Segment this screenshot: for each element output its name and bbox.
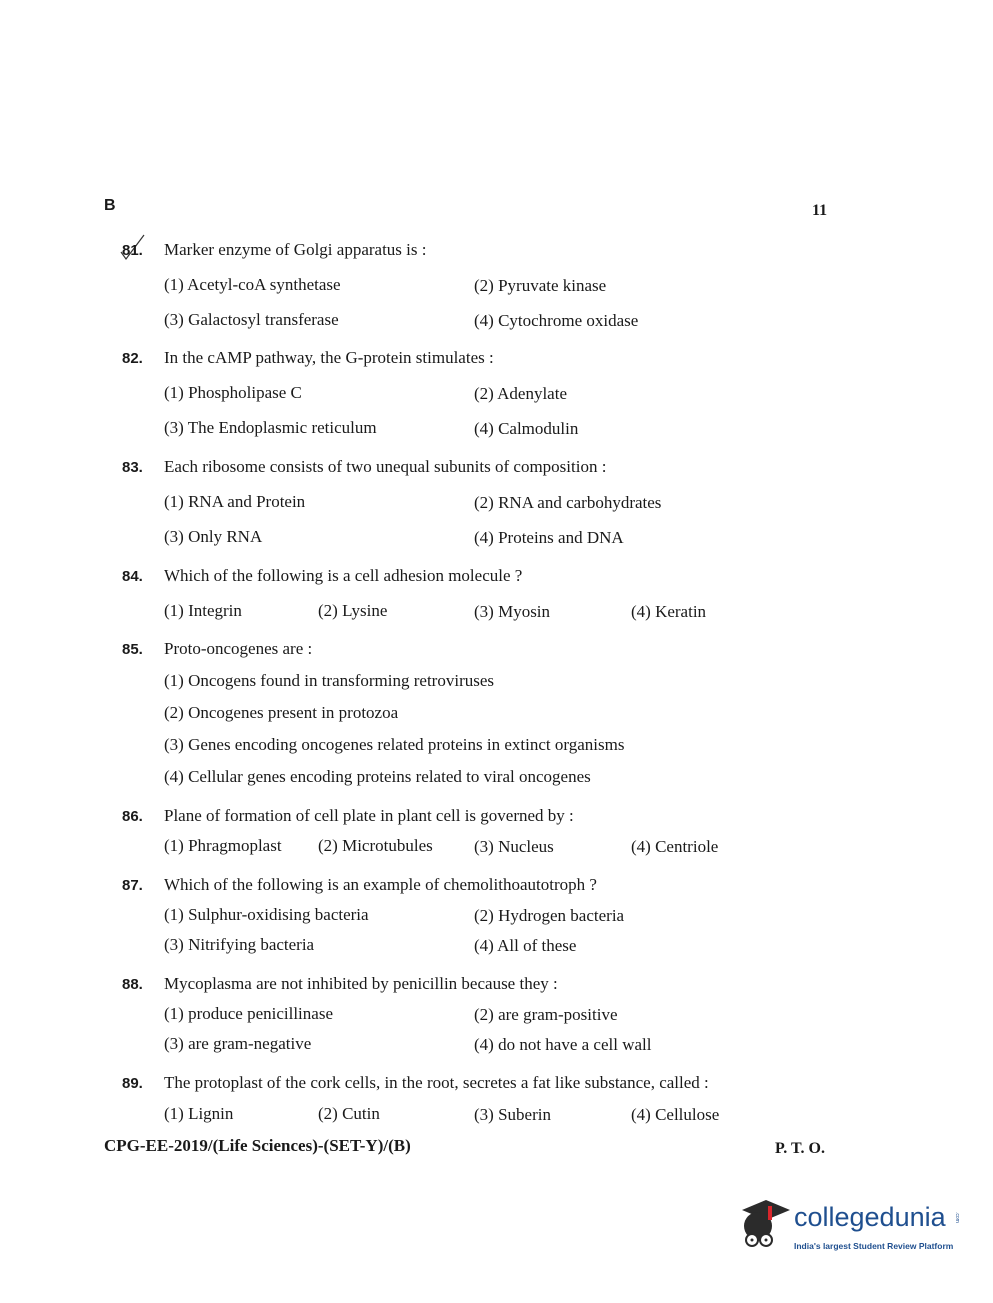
question-text: In the cAMP pathway, the G-protein stimulates :: [164, 348, 494, 367]
option: (1) Sulphur-oxidising bacteria: [164, 905, 369, 924]
option: (3) Nitrifying bacteria: [164, 935, 315, 954]
option: (2) Microtubules: [318, 836, 433, 855]
collegedunia-logo: [736, 1196, 966, 1260]
question-number: 81.: [122, 242, 143, 259]
brand-name: collegedunia: [794, 1202, 946, 1232]
question-text: Which of the following is an example of chemolithoautotroph ?: [164, 875, 597, 894]
option: (3) Myosin: [474, 602, 551, 621]
option: (1) Lignin: [164, 1104, 234, 1123]
option: (2) Oncogenes present in protozoa: [164, 703, 399, 722]
option: (1) produce penicillinase: [164, 1004, 333, 1023]
option: (1) Acetyl-coA synthetase: [164, 275, 341, 294]
question-text: The protoplast of the cork cells, in the root, secretes a fat like substance, called :: [164, 1073, 709, 1092]
option: (2) RNA and carbohydrates: [474, 493, 662, 512]
option: (3) Genes encoding oncogenes related proteins in extinct organisms: [164, 735, 625, 754]
question-number: 88.: [122, 976, 143, 993]
question-number: 84.: [122, 568, 143, 585]
option: (1) Phospholipase C: [164, 383, 302, 402]
option: (4) Calmodulin: [474, 419, 579, 438]
question-text: Marker enzyme of Golgi apparatus is :: [164, 240, 427, 259]
option: (1) RNA and Protein: [164, 492, 306, 511]
question-text: Which of the following is a cell adhesion molecule ?: [164, 566, 523, 585]
option: (4) Keratin: [631, 602, 707, 621]
option: (1) Oncogens found in transforming retroviruses: [164, 671, 495, 690]
option: (3) are gram-negative: [164, 1034, 312, 1053]
question-number: 86.: [122, 808, 143, 825]
option: (2) are gram-positive: [474, 1005, 618, 1024]
option: (3) Galactosyl transferase: [164, 310, 339, 329]
option: (4) Centriole: [631, 837, 719, 856]
question-number: 85.: [122, 641, 143, 658]
option: (2) Hydrogen bacteria: [474, 906, 625, 925]
option: (3) Nucleus: [474, 837, 554, 856]
option: (3) The Endoplasmic reticulum: [164, 418, 377, 437]
set-letter: B: [104, 197, 116, 214]
exam-code: CPG-EE-2019/(Life Sciences)-(SET-Y)/(B): [104, 1136, 411, 1155]
option: (4) Cytochrome oxidase: [474, 311, 639, 330]
option: (1) Integrin: [164, 601, 242, 620]
option: (4) All of these: [474, 936, 577, 955]
option: (2) Pyruvate kinase: [474, 276, 607, 295]
option: (2) Lysine: [318, 601, 388, 620]
pto-label: P. T. O.: [775, 1140, 825, 1157]
question-text: Plane of formation of cell plate in plant cell is governed by :: [164, 806, 574, 825]
option: (1) Phragmoplast: [164, 836, 282, 855]
option: (2) Adenylate: [474, 384, 567, 403]
option: (2) Cutin: [318, 1104, 380, 1123]
question-number: 82.: [122, 350, 143, 367]
option: (4) Cellulose: [631, 1105, 720, 1124]
brand-suffix: .com: [954, 1212, 960, 1223]
question-text: Each ribosome consists of two unequal subunits of composition :: [164, 457, 607, 476]
question-number: 87.: [122, 877, 143, 894]
option: (3) Only RNA: [164, 527, 263, 546]
mascot-icon: [736, 1196, 792, 1260]
question-number: 89.: [122, 1075, 143, 1092]
option: (3) Suberin: [474, 1105, 551, 1124]
brand-tagline: India's largest Student Review Platform: [794, 1241, 954, 1251]
question-text: Proto-oncogenes are :: [164, 639, 313, 658]
question-text: Mycoplasma are not inhibited by penicillin because they :: [164, 974, 558, 993]
option: (4) Cellular genes encoding proteins related to viral oncogenes: [164, 767, 591, 786]
page-number: 11: [812, 202, 828, 219]
option: (4) Proteins and DNA: [474, 528, 624, 547]
option: (4) do not have a cell wall: [474, 1035, 652, 1054]
question-number: 83.: [122, 459, 143, 476]
